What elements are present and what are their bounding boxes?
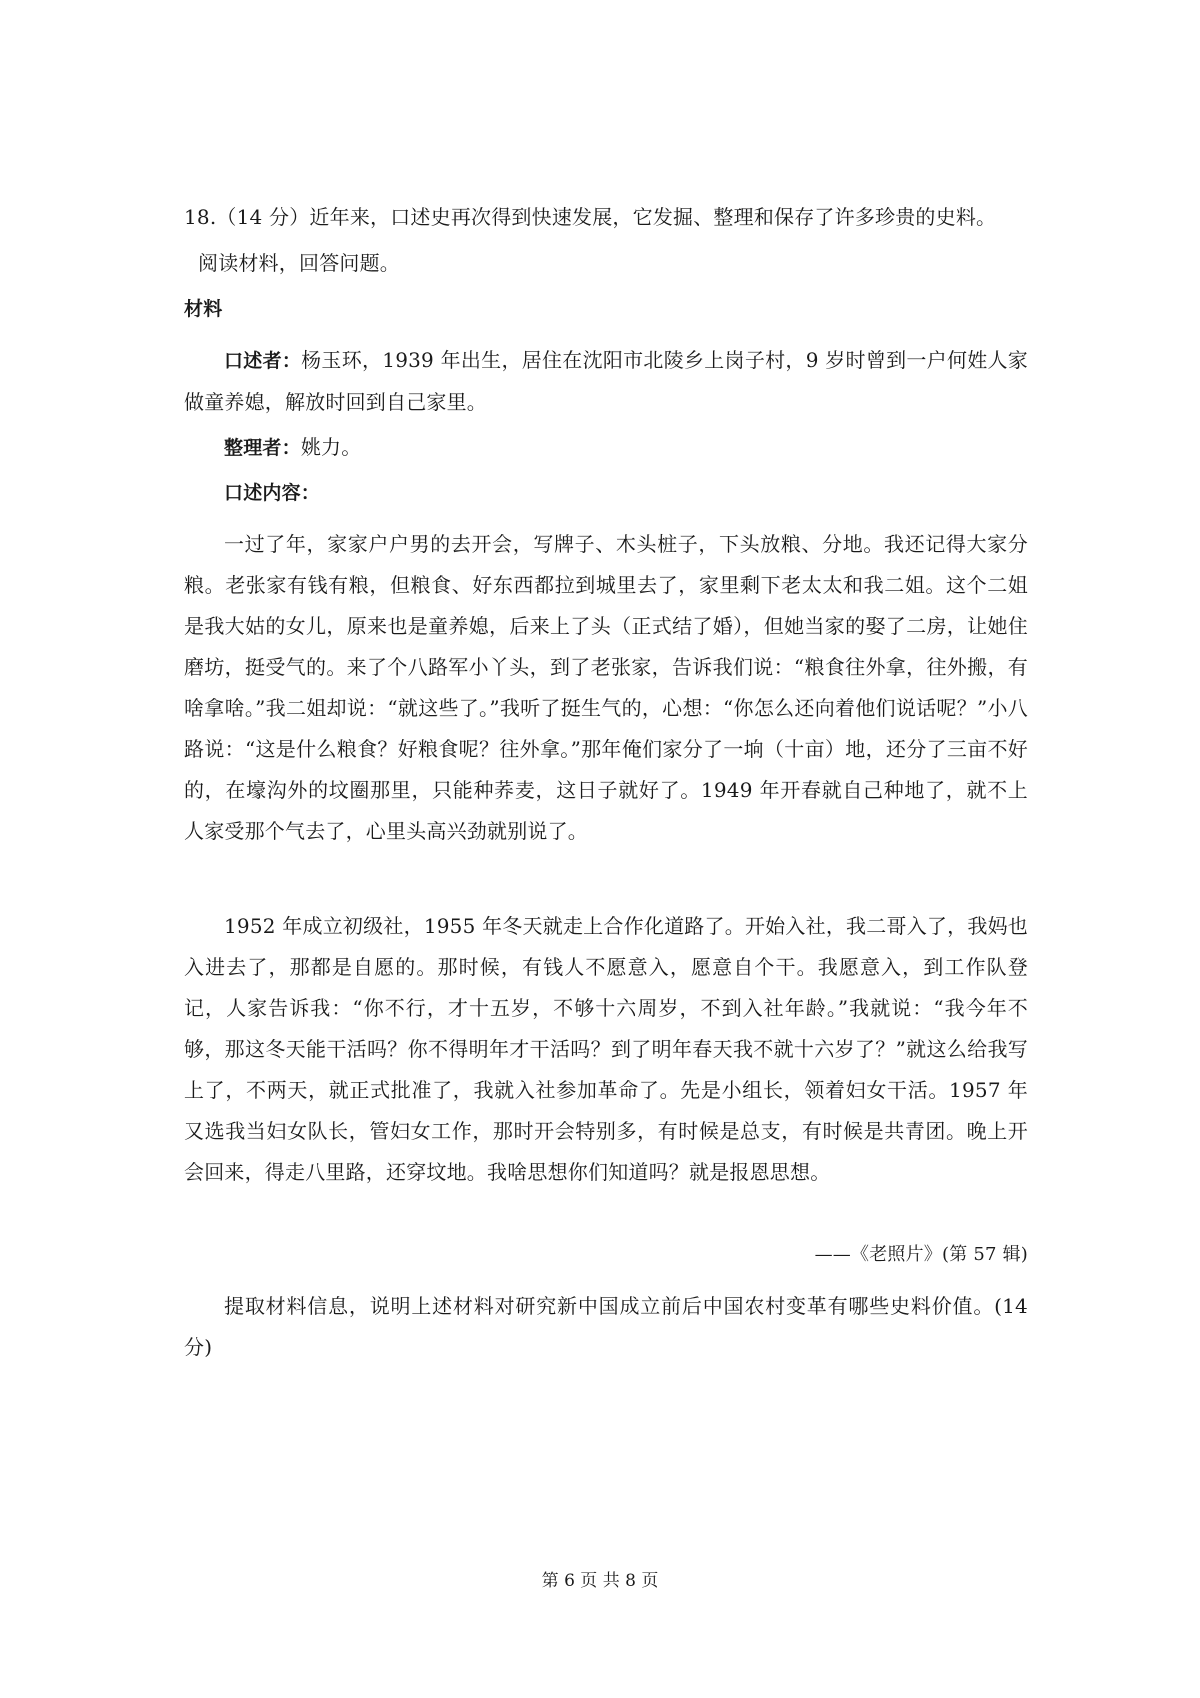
narrator-label: 口述者： [224, 350, 302, 372]
oral-paragraph-2: 1952 年成立初级社，1955 年冬天就走上合作化道路了。开始入社，我二哥入了，我妈也入进去了，那都是自愿的。那时候，有钱人不愿意入，愿意自个干。我愿意入，到工作队登记，人家告诉我：“你不行，才十五岁，不够十六周岁，不到入社年龄。”我就说：“我今年不够，那这冬天能干活吗？你不得明年才干活吗？到了明年春天我不就十六岁了？”就这么给我写上了，不两天，就正式批准了，我就入社参加革命了。先是小组长，领着妇女干活。1957 年又选我当妇女队长，管妇女工作，那时开会特别多，有时候是总支，有时候是共青团。晚上开会回来，得走八里路，还穿坟地。我啥思想你们知道吗？就是报恩思想。 [184, 914, 1028, 1184]
material-label: 材料 [184, 298, 223, 320]
page-footer: 第 6 页 共 8 页 [541, 1571, 659, 1591]
oral-paragraph-1: 一过了年，家家户户男的去开会，写牌子、木头桩子，下头放粮、分地。我还记得大家分粮。老张家有钱有粮，但粮食、好东西都拉到城里去了，家里剩下老太太和我二姐。这个二姐是我大姑的女儿，原来也是童养媳，后来上了头（正式结了婚），但她当家的娶了二房，让她住磨坊，挺受气的。来了个八路军小丫头，到了老张家，告诉我们说：“粮食往外拿，往外搬，有啥拿啥。”我二姐却说：“就这些了。”我听了挺生气的，心想：“你怎么还向着他们说话呢？”小八路说：“这是什么粮食？好粮食呢？往外拿。”那年俺们家分了一垧（十亩）地，还分了三亩不好的，在壕沟外的坟圈那里，只能种荞麦，这日子就好了。1949 年开春就自己种地了，就不上人家受那个气去了，心里头高兴劲就别说了。 [184, 532, 1028, 843]
question-header: 18.（14 分）近年来，口述史再次得到快速发展，它发掘、整理和保存了许多珍贵的史料。 [184, 205, 997, 229]
narrator-text: 杨玉环，1939 年出生，居住在沈阳市北陵乡上岗子村，9 岁时曾到一户何姓人家做童养媳，解放时回到自己家里。 [184, 348, 1028, 414]
organizer-text: 姚力。 [300, 435, 362, 459]
organizer-info [184, 432, 1028, 463]
source-citation: ——《老照片》(第 57 辑) [814, 1244, 1028, 1265]
question-instruction: 阅读材料，回答问题。 [198, 251, 400, 275]
narrator-info [184, 340, 1028, 423]
organizer-label: 整理者： [224, 437, 301, 459]
question-prompt: 提取材料信息，说明上述材料对研究新中国成立前后中国农村变革有哪些史料价值。(14 分) [184, 1294, 1028, 1359]
content-label: 口述内容： [224, 482, 321, 504]
